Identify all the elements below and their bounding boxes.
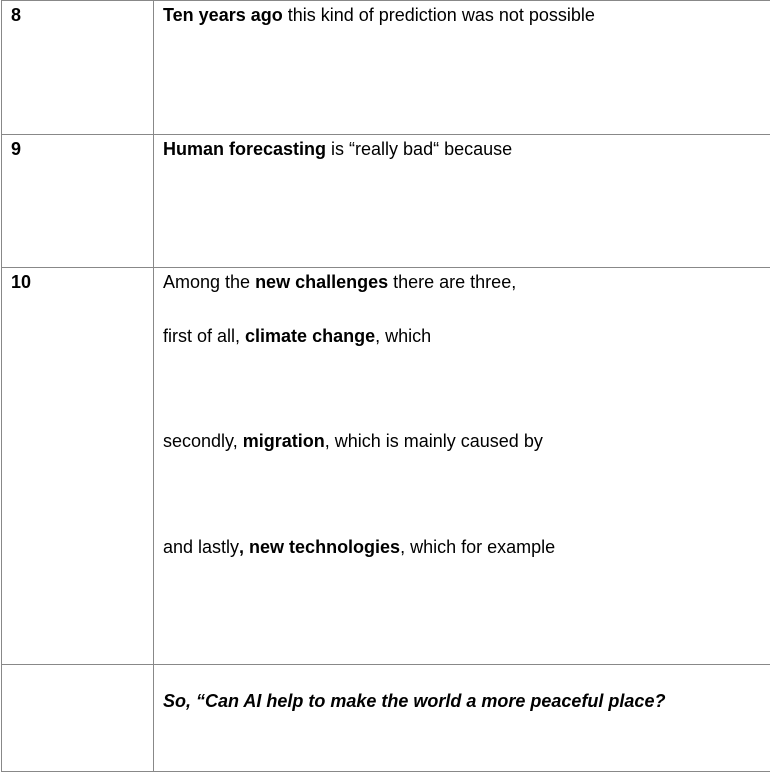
prompt-prefix: and lastly xyxy=(163,537,240,557)
prompt-keyword: climate change xyxy=(245,326,376,346)
row-number-cell xyxy=(2,1,154,135)
table-row-9 xyxy=(2,135,770,268)
prompt-keyword: , new technologies xyxy=(239,537,401,557)
prompt-line xyxy=(154,537,770,557)
row-number: 9 xyxy=(11,139,22,159)
prompt-line xyxy=(154,139,770,159)
answer-cell xyxy=(154,665,770,772)
prompt-text: is “really bad“ because xyxy=(326,139,513,159)
row-number-cell xyxy=(2,135,154,268)
prompt-line xyxy=(154,5,770,25)
prompt-line xyxy=(154,431,770,451)
answer-cell xyxy=(154,135,770,268)
closing-question: So, “Can AI help to make the world a more peaceful place? xyxy=(163,691,666,711)
table-row-8 xyxy=(2,1,770,135)
worksheet-table xyxy=(1,0,770,772)
prompt-text: this kind of prediction was not possible xyxy=(282,5,595,25)
table-row-closing xyxy=(2,665,770,772)
row-number: 10 xyxy=(11,272,32,292)
prompt-text: , which is mainly caused by xyxy=(324,431,543,451)
row-number xyxy=(2,665,153,669)
prompt-line xyxy=(154,272,770,292)
prompt-prefix: first of all, xyxy=(163,326,246,346)
table-row-10 xyxy=(2,268,770,665)
row-number-cell xyxy=(2,665,154,772)
prompt-keyword: new challenges xyxy=(255,272,389,292)
prompt-prefix: Among the xyxy=(163,272,256,292)
prompt-keyword: migration xyxy=(242,431,325,451)
prompt-text: there are three, xyxy=(388,272,517,292)
prompt-text: , which for example xyxy=(400,537,556,557)
answer-cell xyxy=(154,268,770,665)
prompt-text: , which xyxy=(375,326,432,346)
row-number: 8 xyxy=(11,5,22,25)
prompt-prefix: secondly, xyxy=(163,431,243,451)
prompt-keyword: Human forecasting xyxy=(163,139,327,159)
answer-cell xyxy=(154,1,770,135)
row-number-cell xyxy=(2,268,154,665)
prompt-keyword: Ten years ago xyxy=(163,5,283,25)
prompt-line xyxy=(154,326,770,346)
